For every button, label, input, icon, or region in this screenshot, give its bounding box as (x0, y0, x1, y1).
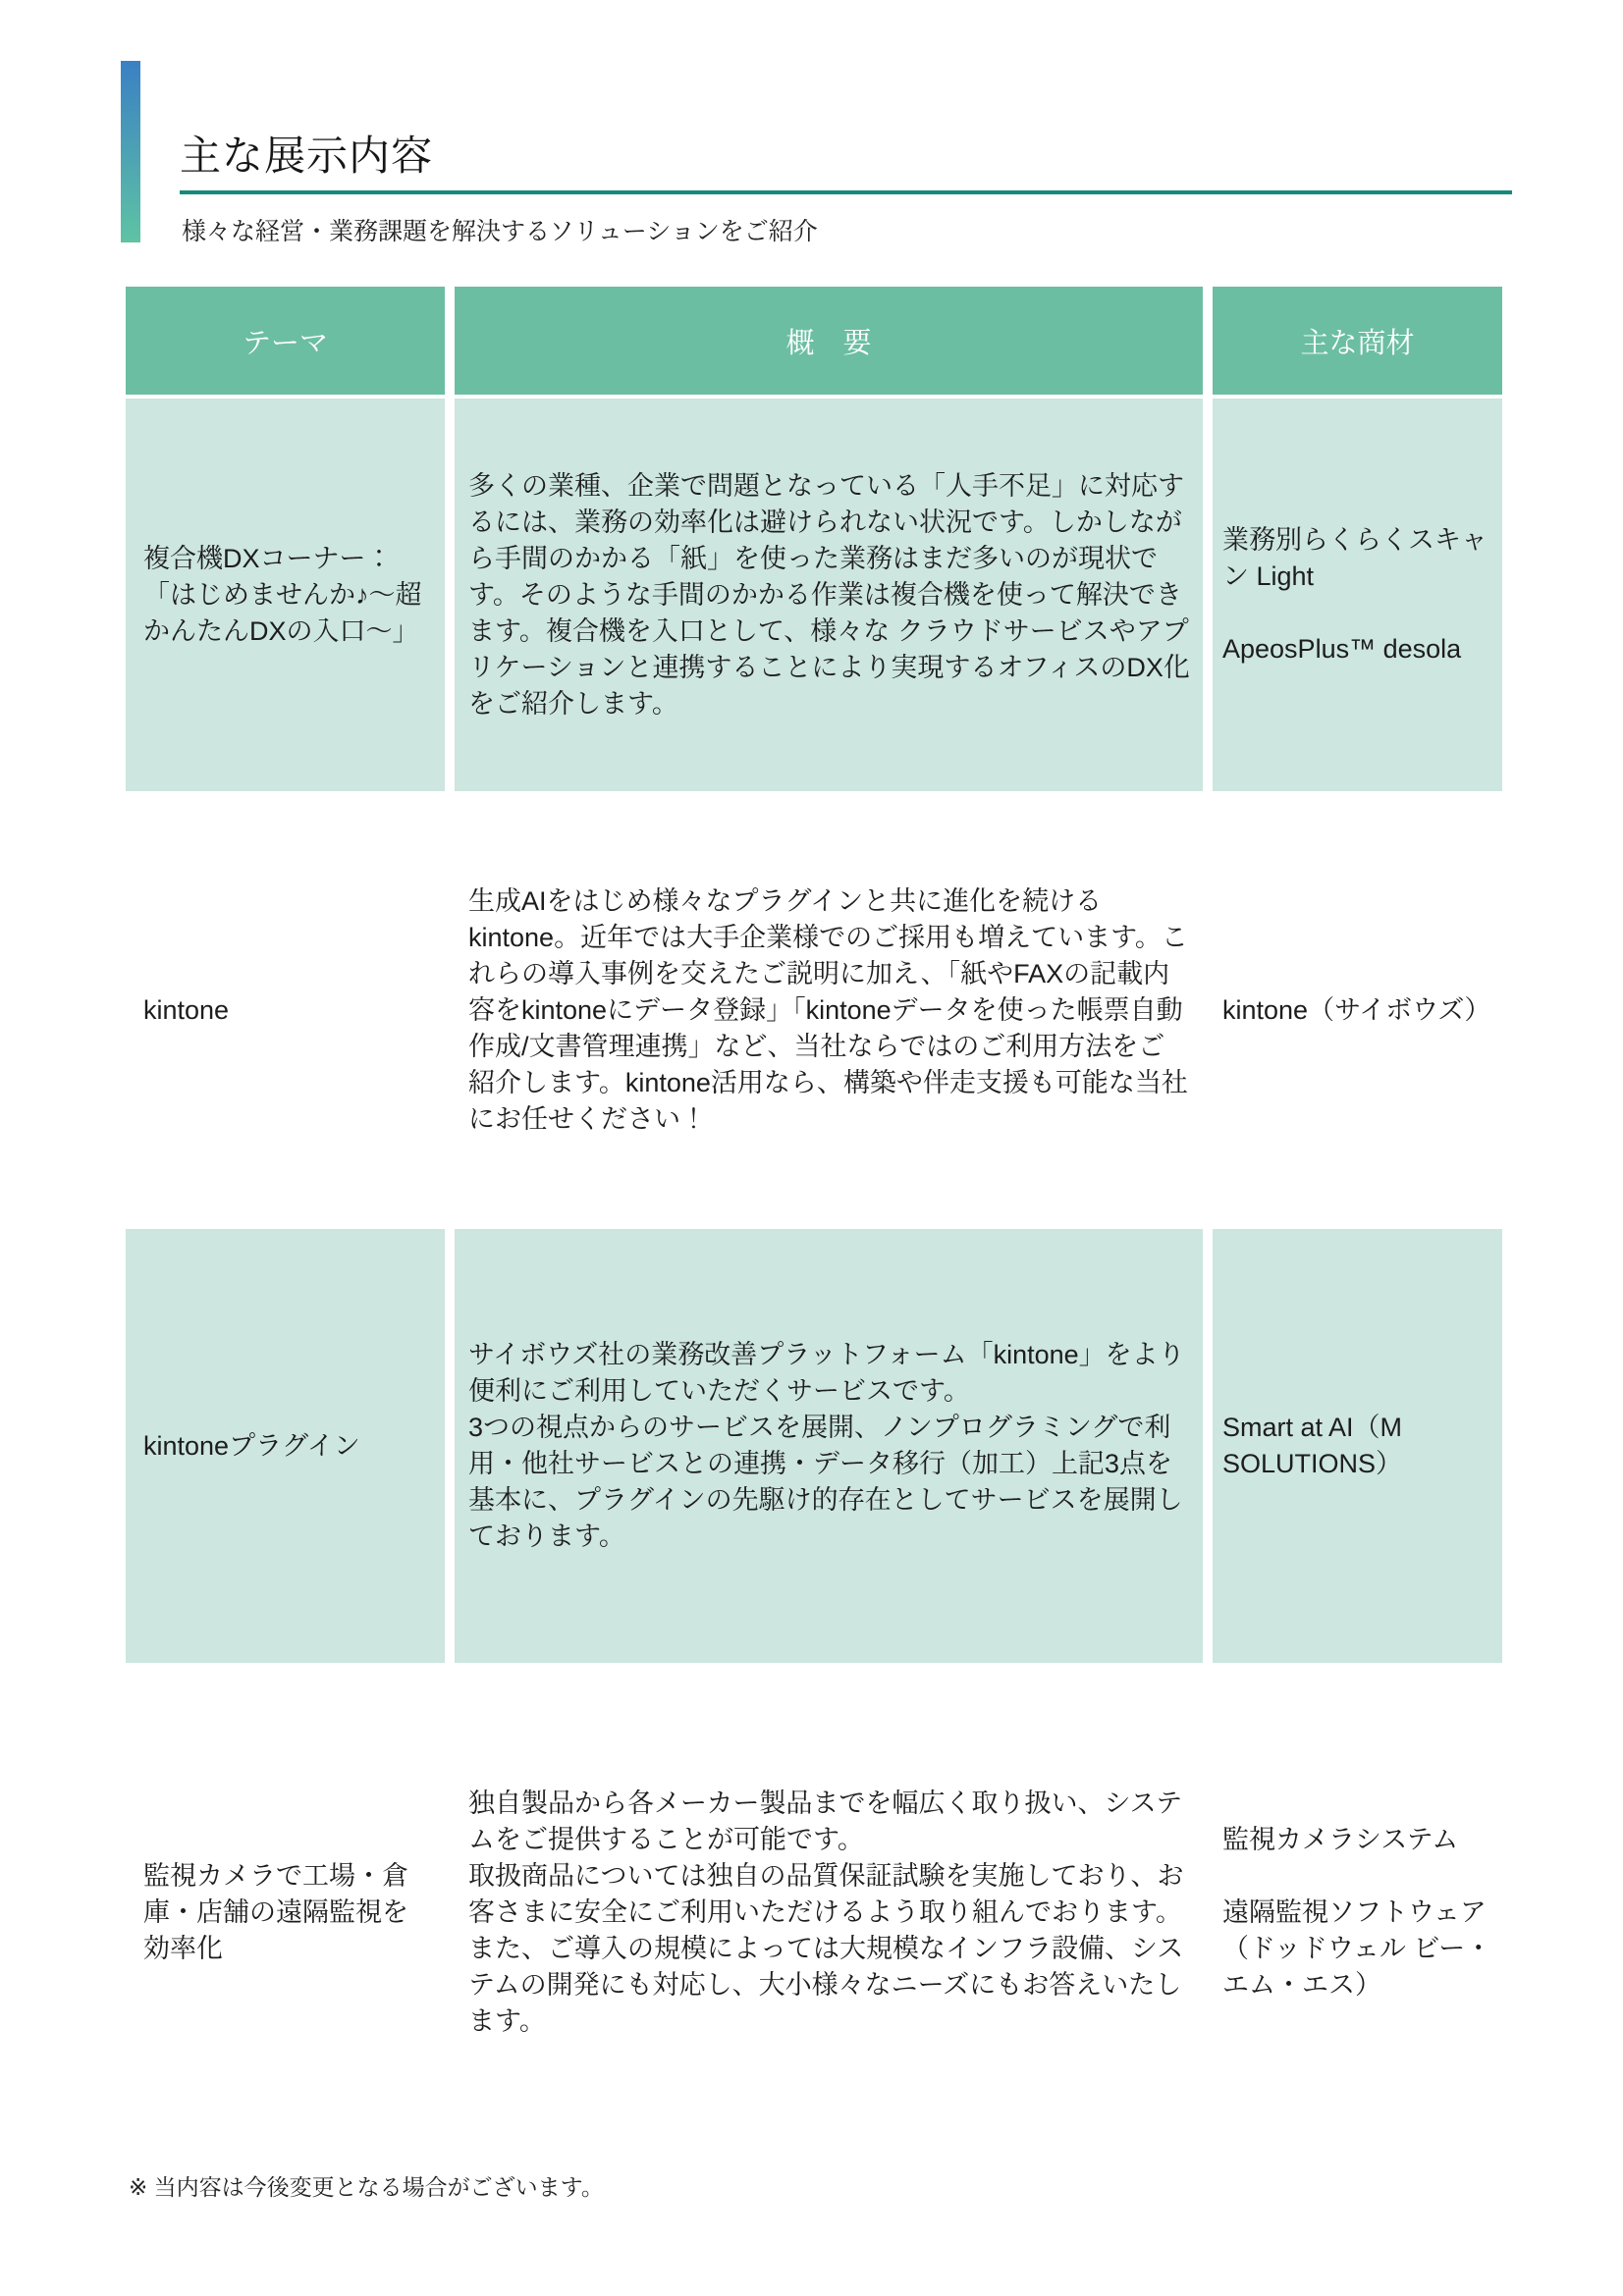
column-header-products: 主な商材 (1213, 287, 1502, 395)
product-text: 遠隔監視ソフトウェア（ドッドウェル ビー・エム・エス） (1222, 1896, 1492, 2000)
row3-overview-cell (455, 1229, 1203, 1663)
theme-text: 複合機DXコーナー： (143, 543, 393, 573)
theme-text: kintone (143, 994, 230, 1025)
overview-text: 取扱商品については独自の品質保証試験を実施しており、お客さまに安全にご利用いただけるよう取り組んでおります。 (468, 1860, 1184, 1927)
overview-text: 3つの視点からのサービスを展開、ノンプログラミングで利用・他社サービスとの連携・データ移行（加工）上記3点を基本に、プラグインの先駆け的存在としてサービスを展開しております。 (468, 1413, 1183, 1551)
column-header-overview: 概 要 (455, 287, 1203, 395)
overview-text: 多くの業種、企業で問題となっている「人手不足」に対応するには、業務の効率化は避けられない状況です。しかしながら手間のかかる「紙」を使った業務はまだ多いのが現状です。そのような手間のかかる作業は複合機を使って解決できます。複合機を入口として、様々な クラウドサービスやアプリケーションと連携することにより実現するオフィスのDX化をご紹介します。 (468, 470, 1190, 719)
footnote: ※ 当内容は今後変更となる場合がございます。 (129, 2174, 604, 2200)
row4-theme-cell (126, 1667, 445, 2158)
product-text: ApeosPlus™ desola (1222, 634, 1462, 664)
theme-text: 「はじめませんか♪～超かんたんDXの入口～」 (143, 579, 422, 646)
row3-products-cell (1213, 1229, 1502, 1663)
page-subtitle: 様々な経営・業務課題を解決するソリューションをご紹介 (182, 218, 818, 245)
accent-gradient-bar (121, 61, 140, 242)
row4-overview-cell (455, 1667, 1203, 2158)
product-text: Smart at AI（M SOLUTIONS） (1222, 1413, 1403, 1478)
row2-overview-cell (455, 795, 1203, 1225)
theme-text: kintoneプラグイン (143, 1430, 360, 1461)
title-underline (180, 190, 1512, 194)
exhibit-table (126, 287, 1502, 2158)
overview-text: サイボウズ社の業務改善プラットフォーム「kintone」をより便利にご利用していただくサービスです。 (468, 1340, 1185, 1406)
theme-text: 監視カメラで工場・倉庫・店舗の遠隔監視を効率化 (143, 1860, 408, 1963)
row1-theme-cell (126, 399, 445, 791)
page-title: 主な展示内容 (180, 133, 434, 179)
column-header-theme: テーマ (126, 287, 445, 395)
row3-theme-cell (126, 1229, 445, 1663)
row1-products-cell (1213, 399, 1502, 791)
row4-products-cell (1213, 1667, 1502, 2158)
row1-overview-cell (455, 399, 1203, 791)
product-text: 業務別らくらくスキャン Light (1222, 525, 1488, 591)
row2-products-cell (1213, 795, 1502, 1225)
product-text: 監視カメラシステム (1222, 1824, 1459, 1854)
overview-text: 生成AIをはじめ様々なプラグインと共に進化を続けるkintone。近年では大手企業様でのご採用も増えています。これらの導入事例を交えたご説明に加え、「紙やFAXの記載内容をkintoneにデータ登録」「kintoneデータを使った帳票自動作成/文書管理連携」など、当社ならではのご利用方法をご紹介します。kintone活用なら、構築や伴走支援も可能な当社にお任せください！ (468, 885, 1188, 1134)
row2-theme-cell (126, 795, 445, 1225)
overview-text: 独自製品から各メーカー製品までを幅広く取り扱い、システムをご提供することが可能です。 (468, 1788, 1183, 1854)
overview-text: また、ご導入の規模によっては大規模なインフラ設備、システムの開発にも対応し、大小様々なニーズにもお答えいたします。 (468, 1933, 1184, 2036)
product-text: kintone（サイボウズ） (1222, 994, 1491, 1025)
